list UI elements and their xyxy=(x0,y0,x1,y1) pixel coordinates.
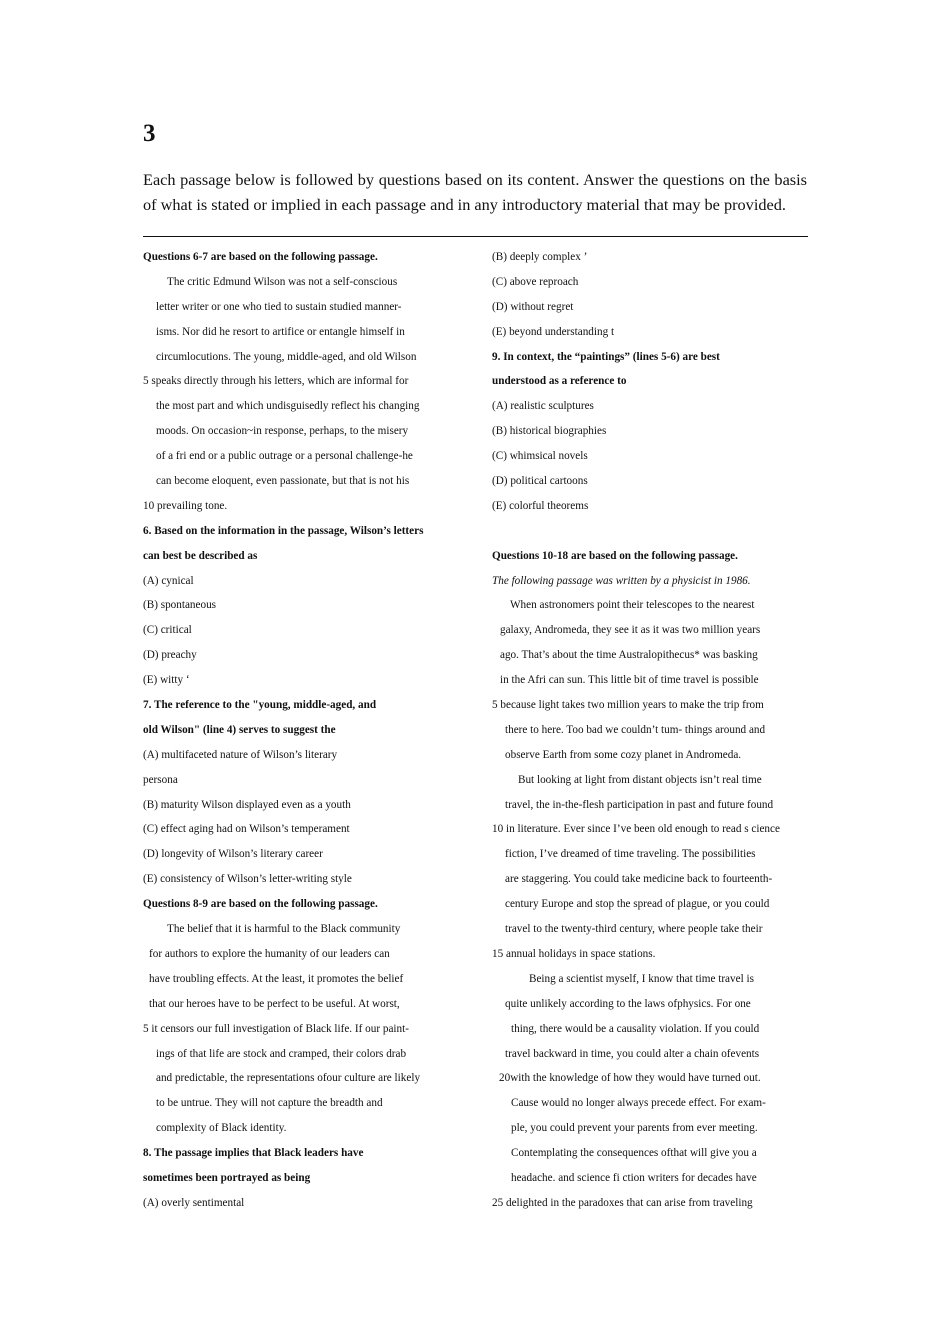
text-line: travel, the in-the-flesh participation in past and future found xyxy=(505,798,774,811)
text-line: 20with the knowledge of how they would have turned out. xyxy=(499,1072,761,1085)
text-line: 5 speaks directly through his letters, which are informal for xyxy=(143,375,409,388)
text-line: there to here. Too bad we couldn’t tum- things around and xyxy=(505,723,766,736)
text-line: (B) maturity Wilson displayed even as a youth xyxy=(143,798,351,811)
text-line: for authors to explore the humanity of our leaders can xyxy=(149,947,390,960)
text-line: galaxy, Andromeda, they see it as it was two million years xyxy=(500,624,761,637)
text-line: (C) whimsical novels xyxy=(492,450,588,463)
text-line: and predictable, the representations ofour culture are likely xyxy=(156,1072,421,1085)
text-line: Contemplating the consequences ofthat will give you a xyxy=(511,1147,757,1160)
text-line xyxy=(492,521,812,546)
text-line: that our heroes have to be perfect to be useful. At worst, xyxy=(149,997,400,1010)
text-line: (D) without regret xyxy=(492,300,574,313)
text-line: isms. Nor did he resort to artifice or entangle himself in xyxy=(156,325,405,338)
text-line: the most part and which undisguisedly reflect his changing xyxy=(156,400,420,413)
text-line: (B) spontaneous xyxy=(143,599,217,612)
text-line: can become eloquent, even passionate, but that is not his xyxy=(156,475,410,488)
text-line: (E) beyond understanding t xyxy=(492,325,615,338)
text-line: in the Afri can sun. This little bit of time travel is possible xyxy=(500,674,759,687)
text-line: travel backward in time, you could alter a chain ofevents xyxy=(505,1047,760,1060)
text-line: ple, you could prevent your parents from ever meeting. xyxy=(511,1122,758,1135)
text-line: (A) cynical xyxy=(143,574,194,587)
text-line: have troubling effects. At the least, it promotes the belief xyxy=(149,972,404,985)
text-line: of a fri end or a public outrage or a personal challenge-he xyxy=(156,450,413,463)
text-line: (E) colorful theorems xyxy=(492,499,589,512)
text-line: The belief that it is harmful to the Black community xyxy=(167,923,401,936)
text-line: quite unlikely according to the laws ofphysics. For one xyxy=(505,997,751,1010)
question-line: Questions 10-18 are based on the following passage. xyxy=(492,549,738,562)
text-line: headache. and science fi ction writers for decades have xyxy=(511,1171,757,1184)
text-line: letter writer or one who tied to sustain studied manner- xyxy=(156,300,402,313)
question-line: Questions 8-9 are based on the following passage. xyxy=(143,898,378,911)
text-line: (D) preachy xyxy=(143,649,197,662)
text-line: fiction, I’ve dreamed of time traveling. The possibilities xyxy=(505,848,756,861)
text-line: But looking at light from distant objects isn’t real time xyxy=(518,773,762,786)
text-line: (D) political cartoons xyxy=(492,475,588,488)
text-line: century Europe and stop the spread of plague, or you could xyxy=(505,898,770,911)
text-line: 15 annual holidays in space stations. xyxy=(492,947,656,960)
question-line: 9. In context, the “paintings” (lines 5-6) are best xyxy=(492,350,720,363)
page-number: 3 xyxy=(143,120,156,147)
text-line: 25 delighted in the paradoxes that can arise from traveling xyxy=(492,1196,753,1209)
text-line: thing, there would be a causality violation. If you could xyxy=(511,1022,760,1035)
directions-text: Each passage below is followed by questions based on its content. Answer the questions on the basis of what is stated or implied in each passage and in any introductory material that may be provided. xyxy=(143,170,807,214)
text-line: (B) deeply complex ’ xyxy=(492,251,588,263)
question-line: 8. The passage implies that Black leaders have xyxy=(143,1147,364,1160)
text-line: When astronomers point their telescopes to the nearest xyxy=(510,599,755,612)
text-line: 5 it censors our full investigation of Black life. If our paint- xyxy=(143,1022,409,1035)
text-line: ago. That’s about the time Australopithecus* was basking xyxy=(500,649,758,662)
text-line: (C) above reproach xyxy=(492,275,579,288)
text-line: 5 because light takes two million years to make the trip from xyxy=(492,699,764,712)
text-line: circumlocutions. The young, middle-aged, and old Wilson xyxy=(156,350,417,363)
text-line: (A) multifaceted nature of Wilson’s literary xyxy=(143,748,338,761)
text-line: observe Earth from some cozy planet in Andromeda. xyxy=(505,748,742,761)
text-line: (A) realistic sculptures xyxy=(492,400,594,413)
divider-line xyxy=(143,236,808,237)
text-line: to be untrue. They will not capture the breadth and xyxy=(156,1097,383,1110)
left-column xyxy=(143,247,473,1218)
question-line: sometimes been portrayed as being xyxy=(143,1171,311,1184)
text-line: (D) longevity of Wilson’s literary career xyxy=(143,848,323,861)
text-line: Being a scientist myself, I know that time travel is xyxy=(529,972,754,985)
question-line: understood as a reference to xyxy=(492,375,627,388)
right-column xyxy=(492,247,812,1218)
question-line: 6. Based on the information in the passage, Wilson’s letters xyxy=(143,524,424,537)
text-line: persona xyxy=(143,773,178,786)
text-line: are staggering. You could take medicine back to fourteenth- xyxy=(505,873,773,886)
text-line: (E) witty ‘ xyxy=(143,674,190,687)
text-line: (C) effect aging had on Wilson’s temperament xyxy=(143,823,350,836)
question-line: 7. The reference to the "young, middle-aged, and xyxy=(143,699,377,712)
text-line: (A) overly sentimental xyxy=(143,1196,245,1209)
text-line: (C) critical xyxy=(143,624,192,637)
question-line: Questions 6-7 are based on the following passage. xyxy=(143,251,378,263)
text-line: The critic Edmund Wilson was not a self-conscious xyxy=(167,275,398,288)
intro-line: The following passage was written by a physicist in 1986. xyxy=(492,574,751,587)
text-line: (B) historical biographies xyxy=(492,425,607,438)
text-line: ings of that life are stock and cramped, their colors drab xyxy=(156,1047,407,1060)
question-line: can best be described as xyxy=(143,549,258,562)
text-line: travel to the twenty-third century, where people take their xyxy=(505,923,763,936)
text-line: 10 in literature. Ever since I’ve been old enough to read s cience xyxy=(492,823,780,836)
text-line: (E) consistency of Wilson’s letter-writing style xyxy=(143,873,352,886)
text-line: moods. On occasion~in response, perhaps, to the misery xyxy=(156,425,409,438)
question-line: old Wilson" (line 4) serves to suggest the xyxy=(143,723,336,736)
text-line: complexity of Black identity. xyxy=(156,1122,287,1135)
text-line: 10 prevailing tone. xyxy=(143,499,228,512)
text-line: Cause would no longer always precede effect. For exam- xyxy=(511,1097,766,1110)
